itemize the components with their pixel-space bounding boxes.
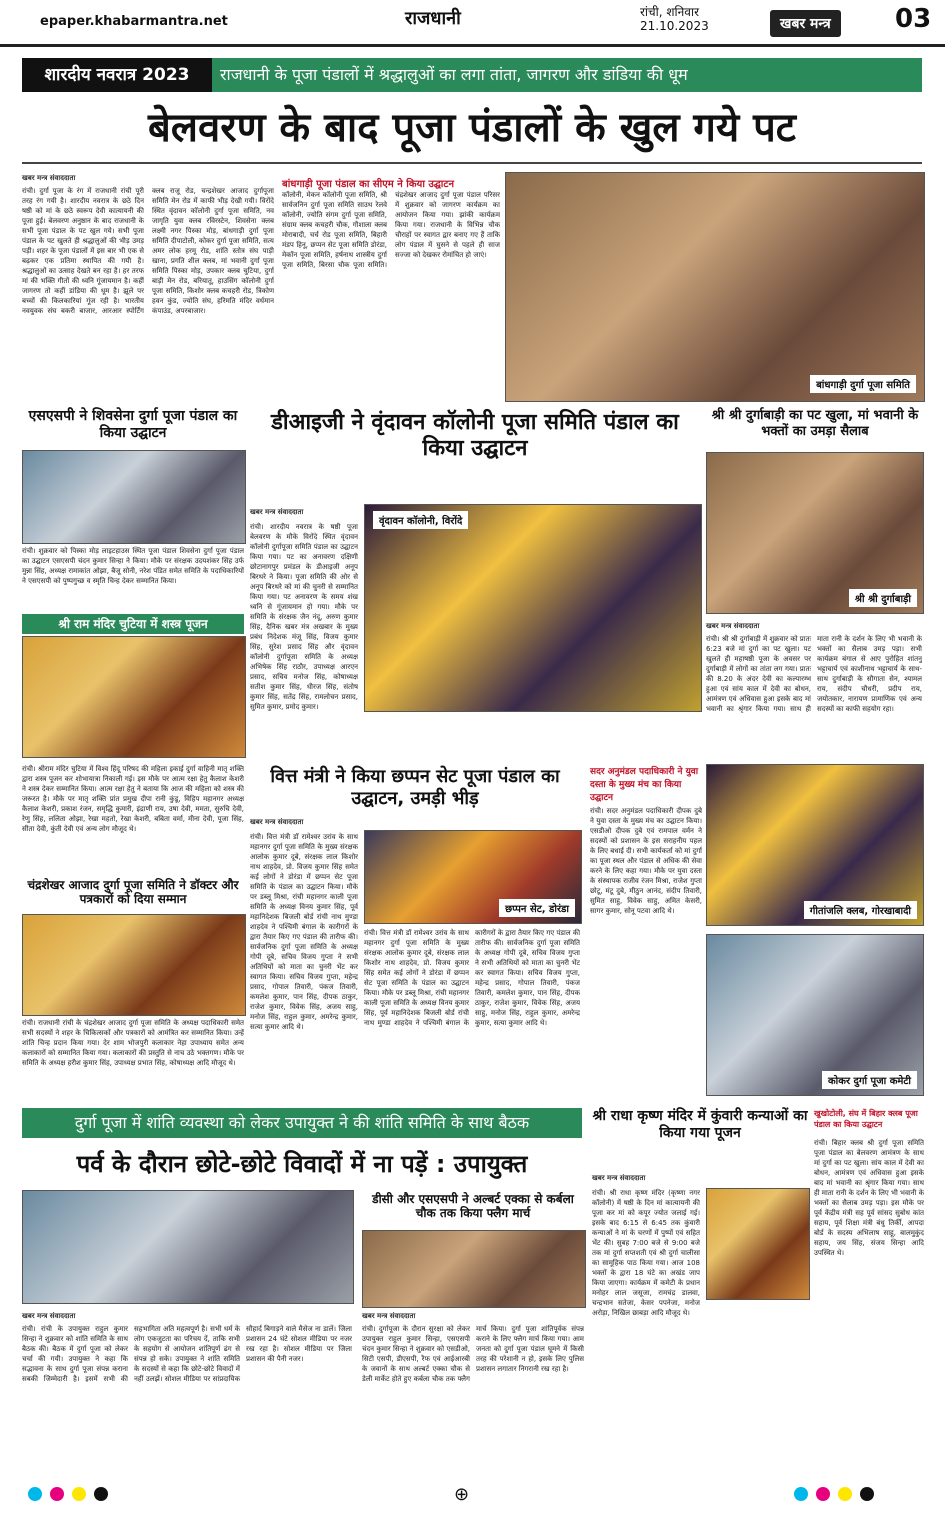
epaper-url[interactable]: epaper.khabarmantra.net (40, 14, 228, 29)
story7-byline: खबर मन्त्र संवाददाता (250, 818, 304, 826)
story13-body: रांची। बिहार क्लब श्री दुर्गा पूजा समिति पूजा पंडाल का बेलवरण आमंत्रण के साथ मां दुर्गा का पट खुला। सांय काल में देवी का बोधन, आमंत्रण एवं अधिवास हुआ इसके बाद मां भवानी का श्रृंगार किया गया। साथ ही माता रानी के दर्शन के लिए भी भवानी के भक्तों का सैलाब उमड़ पड़ा। इस मौके पर पूर्व केंद्रीय मंत्री सह पूर्व सांसद सुबोध कांत सहाय, पूर्व शिक्षा मंत्री बंधु तिर्की, आपदा बोर्ड के सदस्य अभिलाष साहू, बालमुकुंद सहाय, जय सिंह, संजय सिन्हा आदि उपस्थित थे। (814, 1139, 924, 1257)
photo-radha-krishna (706, 1188, 810, 1300)
footer-color-bar (0, 1480, 945, 1510)
story12-byline: खबर मन्त्र संवाददाता (592, 1174, 646, 1182)
photo-kokar-durga-puja (706, 934, 924, 1096)
newspaper-logo: खबर मन्त्र (770, 10, 841, 37)
registration-mark-icon: ⊕ (454, 1484, 470, 1505)
story12-title: श्री राधा कृष्ण मंदिर में कुंवारी कन्याओं का किया गया पूजन (592, 1108, 808, 1141)
date-value: 21.10.2023 (640, 19, 709, 33)
photo6-caption: कोकर दुर्गा पूजा कमेटी (822, 1071, 917, 1089)
main-headline: बेलवरण के बाद पूजा पंडालों के खुल गये पट (148, 105, 796, 151)
story6-byline: खबर मन्त्र संवाददाता (706, 622, 760, 630)
photo-chhappan-set (364, 830, 582, 924)
photo-durgabari (706, 452, 924, 614)
story2-title: बांधगाड़ी पूजा पंडाल का सीएम ने किया उद्घाटन (282, 179, 454, 190)
story4-body: रांची। श्रीराम मंदिर चुटिया में विश्व हिंदू परिषद की महिला इकाई दुर्गा वाहिनी मातृ शक्ति द्वारा शस्त्र पूजन कर शोभायात्रा निकाली गई। इस मौके पर आत्म रक्षा हेतु कैलाश केशरी ने शस्त्र देकर सम्मानित किया। आत्म रक्षा हेतु ने बताया कि आज की महिला को शस्त्र की जरूरत है। मौके पर मातृ शक्ति प्रांत प्रमुख दीपा रानी कुंडू, विहिप महानगर अध्यक्ष कैलाश केशरी, प्रकाश रंजन, समृद्धि कुमारी, इंद्राणी राय, उषा देवी, ममता, सुरुचि देवी, रेणु सिंह, ललिता ओझा, रेखा महतो, रेखा केशरी, बबिता वर्मा, मीना देवी, पूजा सिंह, सीता देवी, कुंती देवी एवं अन्य लोग मौजूद थे। (22, 765, 244, 833)
story9-title: सदर अनुमंडल पदाधिकारी ने युवा दस्ता के मुख्य मंच का किया उद्घाटन (590, 767, 699, 803)
story5-title: डीआइजी ने वृंदावन कॉलोनी पूजा समिति पंडाल का किया उद्घाटन (271, 410, 679, 462)
story5-body: रांची। शारदीय नवरात्र के षष्ठी पूजा बेलवरण के मौके विरोंदे स्थित वृंदावन कॉलोनी दुर्गापूजा समिति पंडाल का उद्घाटन किया गया। पट का अनावरण दक्षिणी छोटानागपुर प्रमंडल के डीआइजी अनूप बिरथरे ने किया। पूजा समिति की ओर से अनूप बिरथरे को मां की चुनरी से सम्मानित किया गया। पट अनावरण के समय शंख ध्वनि से गूंजायमान हो गया। मौके पर समिति के संरक्षक जैन नंदू, अरुण कुमार सिंह, दैनिक खबर मंत्र अखबार के मुख्य प्रबंध निदेशक मंजू सिंह, विजय कुमार सिंह, सुरेश प्रसाद सिंह और वृंदावन कॉलोनी दुर्गापूजा समिति के अध्यक्ष अभिषेक सिंह राठौर, उपाध्यक्ष आरएन प्रसाद, सचिव मनोज सिंह, कोषाध्यक्ष सतीश कुमार सिंह, धीरज सिंह, संतोष कुमार सिंह, सतेंद्र सिंह, रामलोचन प्रसाद, सुमित कुमार, प्रमोद कुमार। (250, 523, 358, 711)
story4-title: श्री राम मंदिर चुटिया में शस्त्र पूजन (22, 614, 244, 634)
photo1-caption: बांधगाड़ी दुर्गा पूजा समिति (810, 375, 916, 393)
story11-byline: खबर मन्त्र संवाददाता (362, 1312, 416, 1320)
peace-meeting-strip: दुर्गा पूजा में शांति व्यवस्था को लेकर उपायुक्त ने की शांति समिति के साथ बैठक (22, 1108, 582, 1138)
story10-body: रांची। रांची के उपायुक्त राहुल कुमार सिन्हा ने शुक्रवार को शांति समिति के साथ बैठक की। बैठक में दुर्गा पूजा को लेकर चर्चा की गयी। उपायुक्त ने कहा कि सद्भावना के साथ दुर्गा पूजा संपन्न कराना सबकी जिम्मेदारी है। इसमें सभी की सहभागिता अति महत्वपूर्ण है। सभी धर्म के लोग एकजुटता का परिचय दें, ताकि सभी के सहयोग से आयोजन शांतिपूर्ण ढंग से संपन्न हो सके। उपायुक्त ने शांति समिति के सदस्यों से कहा कि छोटे-छोटे विवादों में नहीं उलझें। सोशल मीडिया पर सांप्रदायिक सौहार्द बिगाड़ने वाले मैसेज ना डालें। जिला प्रशासन 24 घंटे सोशल मीडिया पर नजर रख रहा है। सोशल मीडिया पर जिला प्रशासन की पैनी नजर। (22, 1325, 352, 1383)
story9-body: रांची। सदर अनुमंडल पदाधिकारी दीपक दुबे ने युवा दस्ता के मुख्य मंच का उद्घाटन किया। एसडीओ दीपक दुबे एवं रामपाल वर्मन ने सदस्यों को प्रशासन के इस सराहनीय पहल के लिए बधाई दी। सभी कार्यकर्ता को मां दुर्गा का पूजा स्थल और पंडाल से अधिक की सेवा करने के लिए कहा गया। मौके पर युवा दस्ता के संस्थापक राजीव रंजन मिश्रा, राजेश गुप्ता छोटू, मंटू दुबे, मीठुन आनंद, संदीप तिवारी, सुमित साहु, विवेक साहु, अमित केसरी, सागर कुमार, सोनू पटवा आदि थे। (590, 807, 702, 915)
photo-peace-meeting (22, 1190, 354, 1304)
color-dots-right (790, 1486, 878, 1505)
story7-body-b: रांची। वित्त मंत्री डॉ रामेश्वर उरांव के साथ महानगर दुर्गा पूजा समिति के मुख्य संरक्षक आलोक कुमार दूबे, संरक्षक लाल किशोर नाथ शाहदेव, प्रो. विजय कुमार सिंह समेत कई लोगों ने डोरंडा में छप्पन सेट पूजा समिति के पंडाल का उद्घाटन किया। मौके पर डब्लू मिश्रा, रांची महानगर काली पूजा समिति के अध्यक्ष विनय कुमार सिंह, पूर्व महानिदेशक बिजली बोर्ड रांची नाथ मुण्डा शाहदेव ने पश्चिमी बंगाल के कारीगरों के द्वारा तैयार किए गए पंडाल की तारीफ की। सार्वजनिक दुर्गा पूजा समिति के अध्यक्ष गोपी दूबे, सचिव विजय गुप्ता ने सभी अतिथियों को माता का चुनरी भेंट कर स्वागत किया। सचिव विजय गुप्ता, महेन्द्र प्रसाद, गोपाल तिवारी, पंकज तिवारी, कमलेश कुमार, पान सिंह, दीपक ठाकुर, राजेश कुमार, विवेक सिंह, अजय साहु, मनोज सिंह, राहुल कुमार, अमरेन्द्र कुमार, सत्या कुमार आदि थे। (364, 929, 580, 1027)
story6-body: रांची। श्री श्री दुर्गाबाड़ी में शुक्रवार को प्रातः 6:23 बजे मां दुर्गा का पट खुला। पट खुलते ही महाषष्ठी पूजा के अवसर पर दुर्गाबाड़ी में लोगों का तांता लग गया। प्रातः की 8.20 के अंदर देवी का कल्पारम्भ हुआ एवं सांय काल में देवी का बोधन, आमंत्रण एवं अधिवास हुआ इसके बाद मां भवानी का श्रृंगार किया गया। साथ ही माता रानी के दर्शन के लिए भी भवानी के भक्तों का सैलाब उमड़ पड़ा। सभी कार्यक्रम बंगाल से आए पुरोहित शांतनु भट्टाचार्य एवं काशीनाथ भट्टाचार्य के साथ-साथ दुर्गाबाड़ी के सौगाता सेन, श्यामल राय, संदीप चौधरी, प्रदीप राय, जयोतकार, नारायण प्रामाणिक एवं अन्य सदस्यों का काफी सहयोग रहा। (706, 635, 922, 713)
story3-body: रांची। शुक्रवार को पिस्का मोड़ लाइटहाउस स्थित पूजा पंडाल शिवसेना दुर्गा पूजा पंडाल का उद्घाटन एसएसपी चंदन कुमार सिन्हा ने किया। मौके पर संरक्षक उदयशंकर सिंह उर्फ मुन्ना सिंह, अध्यक्ष रामाकांत ओझा, बैजू सोनी, नरेश पंडित समेत समिति के पदाधिकारियों ने एसएसपी को पुष्पगुच्छ व स्मृति चिन्ह देकर सम्मानित किया। (22, 547, 244, 585)
photo-ram-mandir (22, 636, 246, 758)
photo-bandhgari-pandal (505, 172, 925, 402)
story11-title: डीसी और एसएसपी ने अल्बर्ट एक्का से कर्बला चौक तक किया फ्लैग मार्च (372, 1192, 574, 1221)
section-title: राजधानी (405, 8, 461, 29)
story7-title: वित्त मंत्री ने किया छप्पन सेट पूजा पंडाल का उद्घाटन, उमड़ी भीड़ (270, 766, 560, 809)
story1-body: रांची। दुर्गा पूजा के रंग में राजधानी रांची पूरी तरह रंग गयी है। शारदीय नवरात्र के छठे दिन षष्ठी को मां के छठे स्वरूप देवी कात्यायनी की पूजा हुई। बेलवरण अनुष्ठान के बाद राजधानी के सभी पूजा पंडाल के पट खुल गये। सभी पूजा पंडाल के पट खुलते ही श्रद्धालुओं की भीड़ उमड़ पड़ी। शहर के पूजा पंडालों में इस बार भी एक से बढ़कर एक प्रतिमा स्थापित की गयी है। श्रद्धालुओं का उत्साह देखते बन रहा है। हर तरफ मां की भक्ति गीतों की ध्वनि गूंजायमान है। कहीं जागरण तो कहीं डांडिया की धूम है। झूले पर बच्चों की किलकारियां गूंज रही है। भारतीय नवयुवक संघ बकरी बाजार, आरआर स्पोर्टिंग क्लब राजू रोड, चन्द्रशेखर आजाद दुर्गापूजा समिति मेन रोड में काफी भीड़ देखी गयी। विरोंदे स्थित वृंदावन कॉलोनी दुर्गा पूजा समिति, नव जागृति युवा क्लब रविरस्टेन, शिवसेना क्लब लक्ष्मी नगर पिस्का मोड़, बांधगाड़ी दुर्गा पूजा समिति दीपाटोली, कोकर दुर्गा पूजा समिति, सत्य अमर लोक हरमू रोड, शांति स्तोत्र संघ पाड़ी खाना, प्रगति शील क्लब, मां भवानी दुर्गा पूजा समिति पिस्का मोड़, उपकार क्लब चुटिया, दुर्गा बाड़ी मेन रोड, बरियातू, हाउसिंग कॉलोनी दुर्गा पूजा समिति, किशोर क्लब कचहरी रोड, त्रिकोण हवन कुंड, ज्योति संघ, हरिमति मंदिर वर्धमान कंपाउंड, अपरबाजार। (22, 187, 274, 315)
color-dots-left (24, 1486, 112, 1505)
divider (22, 162, 922, 164)
story7-body-a: रांची। वित्त मंत्री डॉ रामेश्वर उरांव के साथ महानगर दुर्गा पूजा समिति के मुख्य संरक्षक आलोक कुमार दूबे, संरक्षक लाल किशोर नाथ शाहदेव, प्रो. विजय कुमार सिंह समेत कई लोगों ने डोरंडा में छप्पन सेट पूजा समिति के पंडाल का उद्घाटन किया। मौके पर डब्लू मिश्रा, रांची महानगर काली पूजा समिति के अध्यक्ष विनय कुमार सिंह, पूर्व महानिदेशक बिजली बोर्ड रांची नाथ मुण्डा शाहदेव ने पश्चिमी बंगाल के कारीगरों के द्वारा तैयार किए गए पंडाल की तारीफ की। सार्वजनिक दुर्गा पूजा समिति के अध्यक्ष गोपी दूबे, सचिव विजय गुप्ता ने सभी अतिथियों को माता का चुनरी भेंट कर स्वागत किया। सचिव विजय गुप्ता, महेन्द्र प्रसाद, गोपाल तिवारी, पंकज तिवारी, कमलेश कुमार, पान सिंह, दीपक ठाकुर, राजेश कुमार, विवेक सिंह, अजय साहु, मनोज सिंह, राहुल कुमार, अमरेन्द्र कुमार, सत्या कुमार आदि थे। (250, 833, 358, 1031)
photo3-caption: श्री श्री दुर्गाबाड़ी (849, 589, 917, 607)
story6-title: श्री श्री दुर्गाबाड़ी का पट खुला, मां भवानी के भक्तों का उमड़ा सैलाब (711, 408, 919, 439)
photo-flag-march (362, 1230, 586, 1308)
story5-byline: खबर मन्त्र संवाददाता (250, 508, 304, 516)
page-number: 03 (895, 4, 932, 34)
photo-gitanjali-club (706, 764, 924, 926)
story2-body: कॉलोनी, मेकन कॉलोनी पूजा समिति, श्री सार्वजनिन दुर्गा पूजा समिति साउथ रेलवे कॉलोनी, ज्योति संगम दुर्गा पूजा समिति, संग्राम क्लब कचहरी चौक, गौशाला क्लब मोराबादी, चर्च रोड पूजा समिति, बिहारी मंडप हिनू, छप्पन सेट पूजा समिति डोरंडा, मेकॉन पूजा समिति, हर्षनाथ शास्त्रीय दुर्गा पूजा समिति, बिरसा चौक पूजा समिति। चंद्रशेखर आजाद दुर्गा पूजा पंडाल परिसर में शुक्रवार को जागरण कार्यक्रम का आयोजन किया गया। झांकी कार्यक्रम किया गया। राजधानी के विभिन्न चौक चौराहों पर स्वागत द्वार बनाए गए हैं ताकि लोग पंडाल में घुसने से पहले ही साज सज्जा को देखकर रोमांचित हो जाएं। (282, 191, 500, 269)
photo-vrindavan-colony (364, 504, 702, 712)
date-block (640, 5, 709, 33)
banner-text: राजधानी के पूजा पंडालों में श्रद्धालुओं का लगा तांता, जागरण और डांडिया की धूम (220, 65, 688, 84)
story1-byline: खबर मन्त्र संवाददाता (22, 174, 76, 182)
photo5-caption: गीतांजलि क्लब, गोरखाबादी (804, 901, 917, 919)
photo4-caption: छप्पन सेट, डोरंडा (499, 899, 575, 917)
photo-chandrashekhar-azad (22, 914, 246, 1016)
story13-title: खुखोटोली, संघ में बिहार क्लब पूजा पंडाल का किया उद्घाटन (814, 1109, 918, 1129)
photo-shivsena-pandal (22, 450, 246, 544)
story10-title: पर्व के दौरान छोटे-छोटे विवादों में ना पड़ें : उपायुक्त (76, 1150, 528, 1178)
date-city: रांची, शनिवार (640, 5, 699, 19)
story10-byline: खबर मन्त्र संवाददाता (22, 1312, 76, 1320)
story8-body: रांची। राजधानी रांची के चंद्रशेखर आजाद दुर्गा पूजा समिति के अध्यक्ष पदाधिकारी समेत सभी सदस्यों ने शहर के चिकित्सकों और पत्रकारों को आमंत्रित कर सम्मानित किया। उन्हें शांति चिन्ह प्रदान किया गया। देर शाम भोजपुरी कलाकार नेहा उपाध्याय समेत अन्य कलाकारों को सम्मानित किया गया। कलाकारों की प्रस्तुति से नाच उठे भक्तगण। मौके पर समिति के अध्यक्ष हरीश कुमार सिंह, उपाध्यक्ष प्रभात सिंह, कोषाध्यक्ष आदि मौजूद थे। (22, 1019, 244, 1067)
banner-tag: शारदीय नवरात्र 2023 (22, 58, 212, 92)
story11-body: रांची। दुर्गापूजा के दौरान सुरक्षा को लेकर उपायुक्त राहुल कुमार सिन्हा, एसएसपी चंदन कुमार सिन्हा ने शुक्रवार को एसडीओ, सिटी एसपी, डीएसपी, रैफ एवं आईआरबी के जवानों के साथ अल्बर्ट एक्का चौक से डेली मार्केट होते हुए कर्बला चौक तक फ्लैग मार्च किया। दुर्गा पूजा शांतिपूर्वक संपन्न कराने के लिए फ्लैग मार्च किया गया। आम जनता को दुर्गा पूजा पंडाल घूमने में किसी तरह की परेशानी न हो, इसके लिए पुलिस प्रशासन लगातार निगरानी रख रहा है। (362, 1325, 584, 1383)
story12-body: रांची। श्री राधा कृष्ण मंदिर (कृष्णा नगर कॉलोनी) में षष्ठी के दिन मां कात्यायनी की पूजा कर मां को कपूर ज्योत जलाई गई। इसके बाद 6:15 से 6:45 तक कुंवारी कन्याओं ने मां के चरणों में पुष्पों एवं सहित भेंट की। सुबह 7:00 बजे से 9:00 बजे तक मां दुर्गा सप्तशती एवं श्री दुर्गा चालीसा का सामूहिक पाठ किया गया। आज 108 भक्तों के द्वारा 18 घंटे का अखंड जाप किया जाएगा। कार्यक्रम में कमेटी के प्रधान मनोहर लाल जसूजा, रामचंद्र डालवा, चन्द्रभान सतेजा, केसर पपनेजा, मनोज अरोड़ा, निखिल छाबड़ा आदि मौजूद थे। (592, 1189, 700, 1317)
masthead (0, 0, 945, 47)
photo2-caption: वृंदावन कॉलोनी, विरोंदे (373, 511, 468, 529)
story8-title: चंद्रशेखर आजाद दुर्गा पूजा समिति ने डॉक्टर और पत्रकारों को दिया सम्मान (27, 878, 239, 907)
story3-title: एसएसपी ने शिवसेना दुर्गा पूजा पंडाल का किया उद्घाटन (28, 408, 238, 441)
